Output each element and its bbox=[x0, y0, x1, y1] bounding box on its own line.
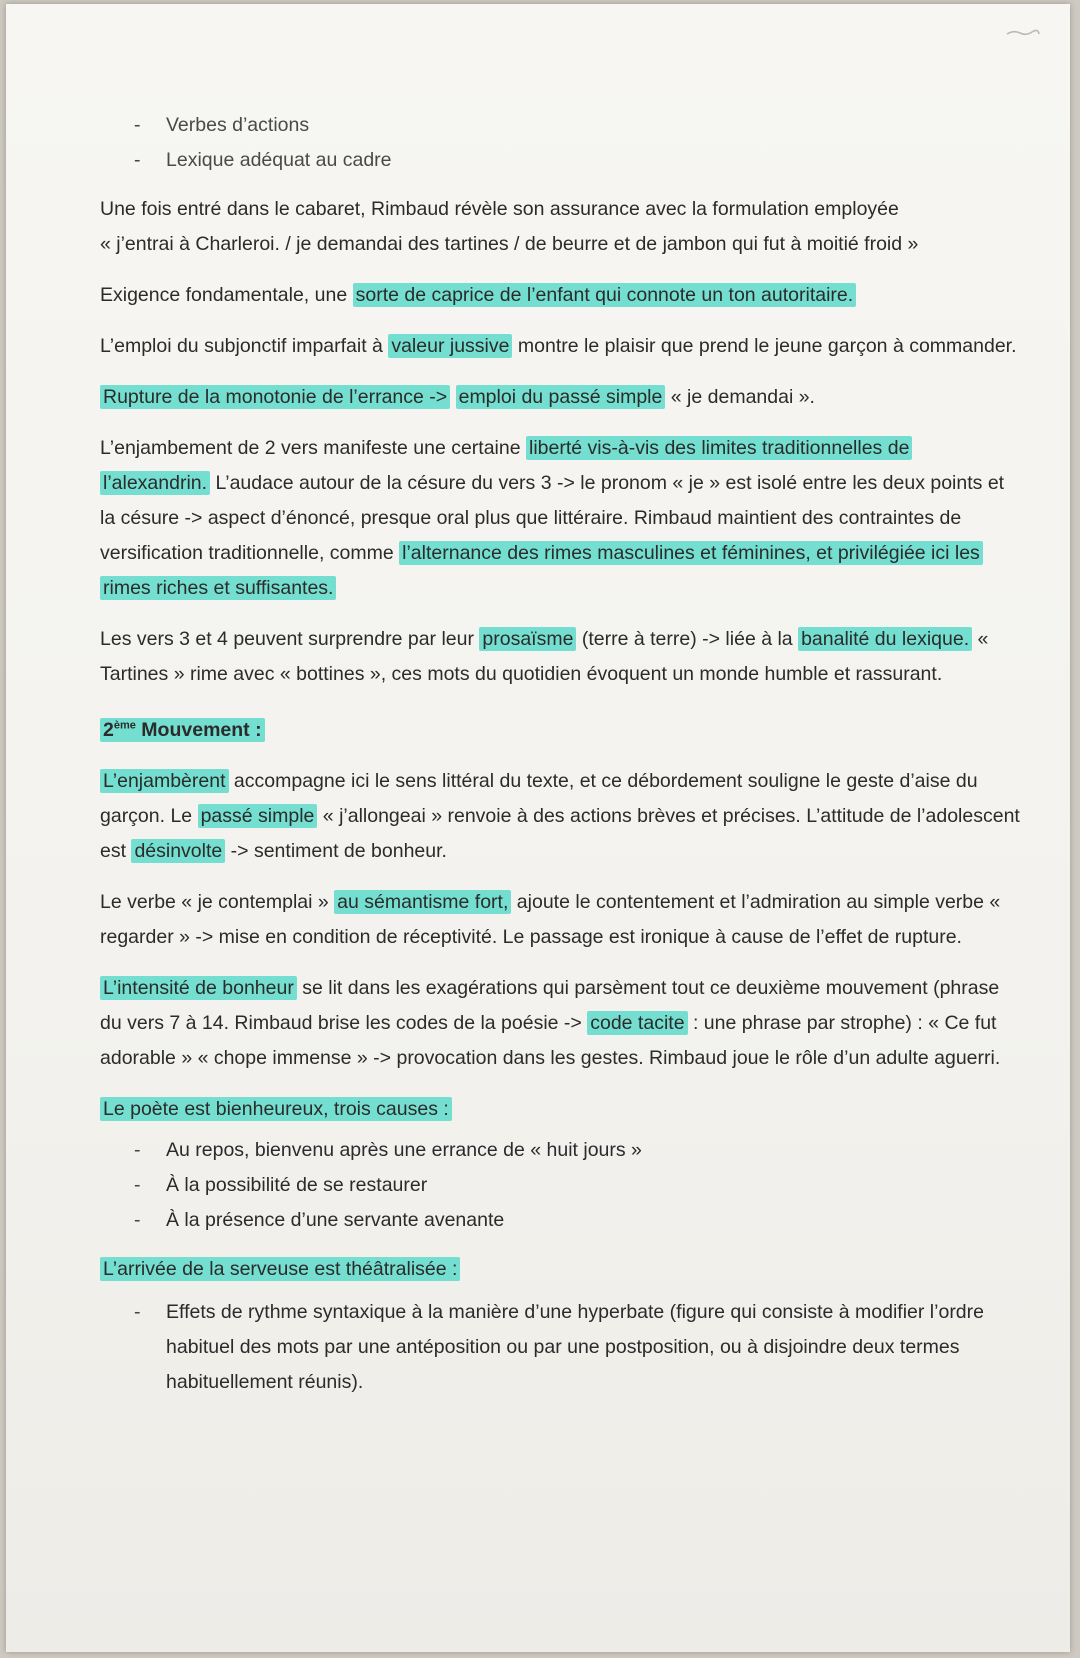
paragraph-text: montre le plaisir que prend le jeune garçon à commander. bbox=[512, 335, 1017, 357]
highlight: Rupture de la monotonie de l’errance -> bbox=[100, 385, 450, 409]
paragraph-poete bbox=[100, 1092, 1020, 1127]
paragraph-text: L’enjambement de 2 vers manifeste une certaine bbox=[100, 437, 527, 459]
highlight: L’arrivée de la serveuse est théâtralisée : bbox=[100, 1257, 460, 1281]
paragraph-intensite bbox=[100, 971, 1020, 1076]
heading-superscript: ème bbox=[113, 719, 136, 731]
heading-text: Mouvement : bbox=[135, 718, 262, 741]
top-bullet-list bbox=[100, 108, 1020, 178]
effects-list bbox=[100, 1295, 1020, 1400]
highlight: sorte de caprice de l’enfant qui connote un ton autoritaire. bbox=[353, 283, 857, 307]
highlight: désinvolte bbox=[131, 839, 225, 863]
paragraph-prosaisme bbox=[100, 622, 1020, 692]
list-item: - À la présence d’une servante avenante bbox=[166, 1203, 1020, 1238]
paragraph-rupture bbox=[100, 380, 1020, 415]
list-item: - Lexique adéquat au cadre bbox=[166, 143, 1020, 178]
paragraph-text: « Tartines » rime avec « bottines », ces mots du quotidien évoquent un monde humble et rassurant. bbox=[100, 628, 989, 685]
paragraph-text: L’audace autour de la césure du vers 3 -> le pronom « je » est isolé entre les deux points et la césure -> aspect d’énoncé, presque oral plus que littéraire. Rimbaud maintient des contraintes de versification traditionnelle, comme bbox=[100, 472, 1005, 564]
paragraph-serveuse bbox=[100, 1252, 1020, 1287]
paragraph-enjambement bbox=[100, 431, 1020, 606]
paragraph-text: ajoute le contentement et l’admiration au simple verbe « regarder » -> mise en condition de réceptivité. Le passage est ironique à cause de l’effet de rupture. bbox=[100, 890, 1001, 948]
paragraph-enjamberent bbox=[100, 764, 1020, 869]
separator bbox=[450, 386, 455, 408]
highlight: L’intensité de bonheur bbox=[100, 976, 297, 1000]
paragraph-text: Exigence fondamentale, une bbox=[100, 284, 353, 306]
highlight: code tacite bbox=[587, 1011, 687, 1035]
list-item: - À la possibilité de se restaurer bbox=[166, 1168, 1020, 1203]
paragraph-text: « j’allongeai » renvoie à des actions brèves et précises. L’attitude de l’adolescent est bbox=[100, 804, 1020, 862]
paragraph-text: Une fois entré dans le cabaret, Rimbaud révèle son assurance avec la formulation employée bbox=[100, 198, 899, 220]
highlight: prosaïsme bbox=[479, 627, 576, 651]
heading-number: 2 bbox=[103, 718, 114, 741]
paragraph-text: Le verbe « je contemplai » bbox=[100, 890, 335, 913]
paragraph-contemplai bbox=[100, 885, 1020, 955]
paragraph-text: « je demandai ». bbox=[665, 386, 815, 408]
paragraph-subjonctif bbox=[100, 329, 1020, 364]
paragraph-text: (terre à terre) -> liée à la bbox=[576, 628, 799, 650]
highlight: valeur jussive bbox=[388, 334, 512, 358]
notebook-page bbox=[6, 4, 1070, 1652]
highlight: Le poète est bienheureux, trois causes : bbox=[100, 1097, 452, 1121]
causes-list bbox=[100, 1133, 1020, 1238]
list-item: - Verbes d’actions bbox=[166, 108, 1020, 143]
highlight: passé simple bbox=[198, 804, 318, 828]
highlight: banalité du lexique. bbox=[798, 627, 972, 651]
paragraph-text: Les vers 3 et 4 peuvent surprendre par leur bbox=[100, 628, 480, 650]
paragraph-text: : une phrase par strophe) : « Ce fut adorable » « chope immense » -> provocation dans les gestes. Rimbaud joue le rôle d’un adulte aguerri. bbox=[100, 1011, 1001, 1069]
highlight: l’alternance des rimes masculines et féminines, et privilégiée ici les rimes riches et suffisantes. bbox=[100, 541, 983, 600]
heading-highlight bbox=[100, 718, 265, 742]
paragraph-cabaret bbox=[100, 192, 1020, 262]
paragraph-exigence bbox=[100, 278, 1020, 313]
paragraph-text: se lit dans les exagérations qui parsèment tout ce deuxième mouvement (phrase du vers 7 à 14. Rimbaud brise les codes de la poésie -> bbox=[100, 976, 1000, 1034]
highlight: liberté vis-à-vis des limites traditionnelles de l’alexandrin. bbox=[100, 436, 912, 495]
highlight: emploi du passé simple bbox=[456, 385, 666, 409]
section-heading bbox=[100, 708, 1020, 748]
quotation: « j’entrai à Charleroi. / je demandai des tartines / de beurre et de jambon qui fut à moitié froid » bbox=[100, 233, 919, 255]
highlight: L’enjambèrent bbox=[100, 769, 229, 793]
highlight: au sémantisme fort, bbox=[334, 890, 511, 914]
paragraph-text: L’emploi du subjonctif imparfait à bbox=[100, 335, 389, 357]
notes-content bbox=[100, 108, 1020, 1400]
paragraph-text: -> sentiment de bonheur. bbox=[225, 839, 447, 862]
paragraph-text: accompagne ici le sens littéral du texte, et ce débordement souligne le geste d’aise du garçon. Le bbox=[100, 769, 978, 827]
list-item: - Au repos, bienvenu après une errance de « huit jours » bbox=[166, 1133, 1020, 1168]
pen-scribble-mark bbox=[1006, 28, 1040, 38]
list-item: - Effets de rythme syntaxique à la manière d’une hyperbate (figure qui consiste à modifier l’ordre habituel des mots par une antéposition ou par une postposition, ou à disjoindre deux termes habituellement réunis). bbox=[166, 1295, 1020, 1400]
